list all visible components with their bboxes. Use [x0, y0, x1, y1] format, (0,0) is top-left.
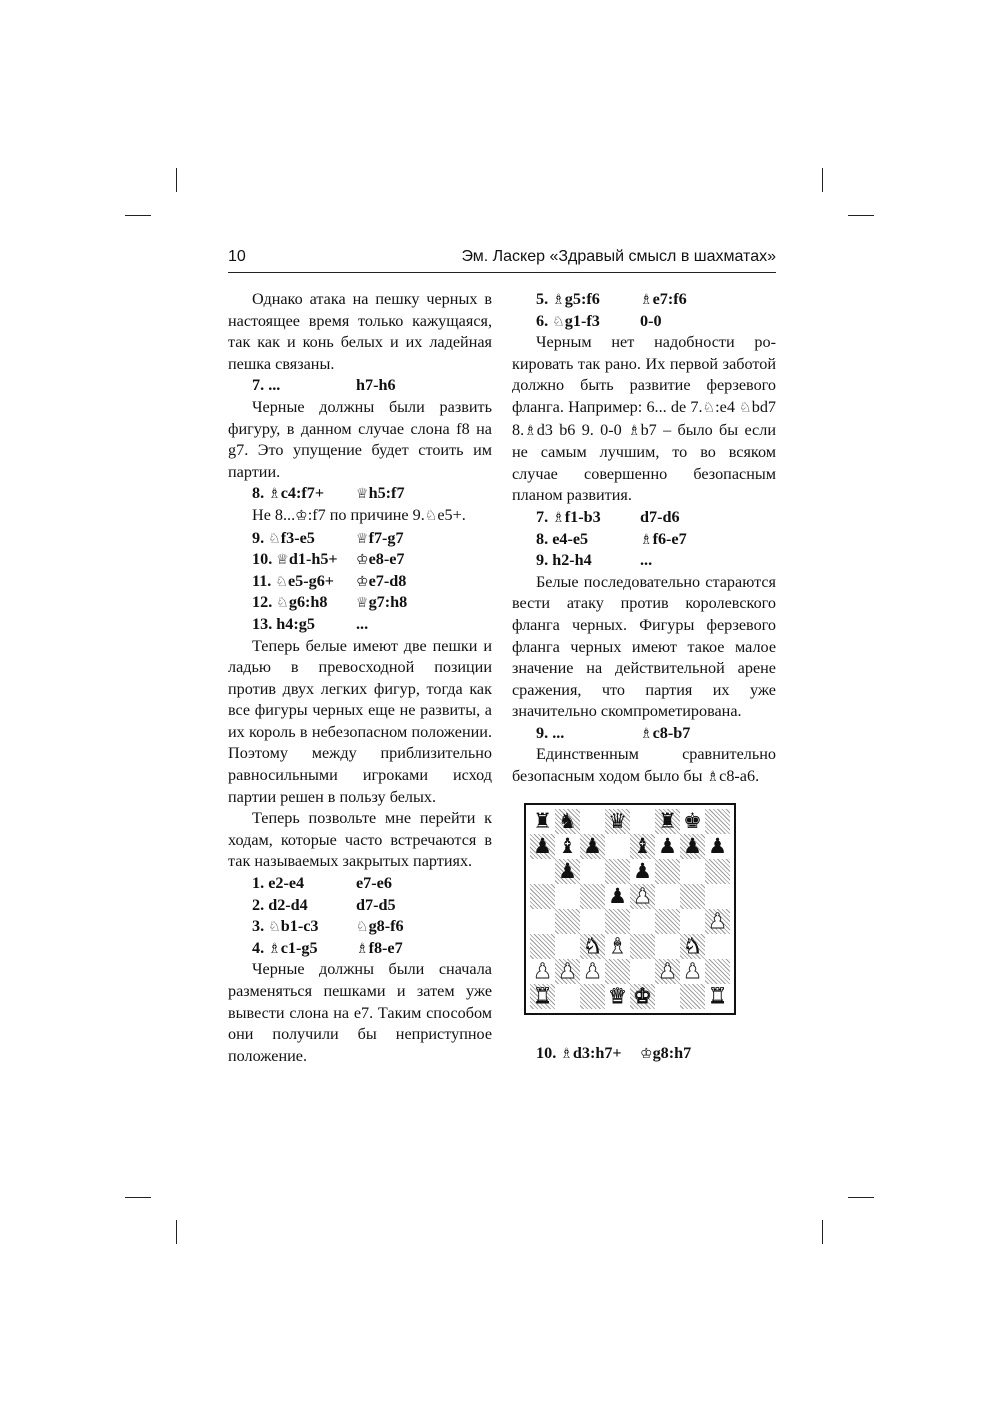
square-d7	[605, 834, 630, 859]
square-a5	[530, 884, 555, 909]
black-pawn-icon: ♟	[608, 883, 627, 908]
queen-icon: ♕	[276, 552, 289, 569]
crop-mark	[125, 215, 151, 216]
black-bishop-icon: ♝	[633, 833, 652, 858]
move-row: 8. e4-e5 ♗f6-e7	[536, 529, 687, 548]
black-knight-icon: ♞	[558, 808, 577, 833]
crop-mark	[125, 1197, 151, 1198]
paragraph: Теперь позвольте мне перейти к ходам, которые часто встречаются в так называемых закрытых партиях.	[228, 809, 492, 871]
paragraph: Теперь белые имеют две пешки и ладью в превосходной позиции против двух легких фигур, тогда как все фигуры черных еще не развиты, а их король в небезопасном положении. Поэтому между приблизительно равносильными игроками исход партии решен в пользу белых.	[228, 636, 492, 806]
bishop-icon: ♗	[706, 769, 720, 786]
crop-mark	[176, 1220, 177, 1244]
black-king-icon: ♚	[683, 808, 702, 833]
black-pawn-icon: ♟	[708, 833, 727, 858]
square-g2	[680, 959, 705, 984]
crop-mark	[822, 168, 823, 192]
square-c5	[580, 884, 605, 909]
square-b7	[555, 834, 580, 859]
right-column	[512, 289, 776, 1064]
crop-mark	[848, 1197, 874, 1198]
move-row: 10. ♕d1-h5+ ♔e8-e7	[252, 550, 405, 569]
bishop-icon: ♗	[560, 1045, 573, 1062]
square-h8	[705, 809, 730, 834]
move-row: 4. ♗c1-g5 ♗f8-e7	[252, 938, 403, 957]
paragraph: Однако атака на пешку черных в настоящее время только кажущаяся, так как и конь белых и их ладейная пешка связаны.	[228, 290, 492, 373]
knight-icon: ♘	[739, 399, 752, 416]
move-row	[228, 375, 492, 397]
square-a7	[530, 834, 555, 859]
crop-mark	[848, 215, 874, 216]
knight-icon: ♘	[275, 573, 288, 590]
knight-icon: ♘	[702, 399, 716, 416]
square-a8	[530, 809, 555, 834]
white-pawn-icon: ♟	[583, 958, 602, 983]
square-f7	[655, 834, 680, 859]
square-g6	[680, 859, 705, 884]
square-c6	[580, 859, 605, 884]
black-move: ♕h5:f7	[356, 484, 405, 503]
square-d6	[605, 859, 630, 884]
white-rook-icon: ♜	[533, 983, 552, 1008]
square-h6	[705, 859, 730, 884]
bishop-icon: ♗	[268, 486, 281, 503]
king-icon: ♔	[356, 552, 369, 569]
square-h7	[705, 834, 730, 859]
square-e4	[630, 909, 655, 934]
move-row: 7. ♗f1-b3 d7-d6	[536, 507, 680, 526]
white-pawn-icon: ♟	[533, 958, 552, 983]
page-number: 10	[228, 248, 246, 265]
square-b2	[555, 959, 580, 984]
square-g4	[680, 909, 705, 934]
square-f4	[655, 909, 680, 934]
black-pawn-icon: ♟	[558, 858, 577, 883]
move-row: 6. ♘g1-f3 0-0	[536, 311, 662, 330]
square-g3	[680, 934, 705, 959]
square-a1	[530, 984, 555, 1009]
square-a2	[530, 959, 555, 984]
white-rook-icon: ♜	[708, 983, 727, 1008]
bishop-icon: ♗	[268, 940, 281, 957]
board-grid	[530, 809, 730, 1009]
king-icon: ♔	[640, 1045, 653, 1062]
square-d8	[605, 809, 630, 834]
move-row: 9. ... ♗c8-b7	[536, 723, 691, 742]
page-header	[228, 248, 776, 272]
header-rule	[228, 272, 776, 273]
crop-mark	[176, 168, 177, 192]
square-e3	[630, 934, 655, 959]
move-row: 5. ♗g5:f6 ♗e7:f6	[536, 290, 687, 308]
black-pawn-icon: ♟	[658, 833, 677, 858]
move-row: 11. ♘e5-g6+ ♔e7-d8	[252, 571, 407, 590]
bishop-icon: ♗	[552, 292, 565, 308]
square-c8	[580, 809, 605, 834]
white-move: 7. ...	[252, 376, 281, 395]
move-row: 9. h2-h4 ...	[536, 551, 653, 570]
square-a3	[530, 934, 555, 959]
knight-icon: ♘	[268, 530, 281, 547]
king-icon: ♔	[295, 507, 308, 524]
queen-icon: ♕	[356, 530, 369, 547]
bishop-icon: ♗	[524, 422, 537, 439]
paragraph: Черным нет надобности рокировать так рано. Их первой заботой должно быть развитие ферзевого фланга. Например: 6... de 7.♘:e4 ♘bd7 8.♗d3 b6 9. 0-0 ♗b7 – было бы если не самым лучшим, то во всяком случае совершенно безопасным планом развития.	[512, 333, 776, 505]
knight-icon: ♘	[276, 595, 289, 612]
paragraph: Черные должны были развить фигуру, в данном случае слона f8 на g7. Это упущение будет стоить им партии.	[228, 397, 492, 481]
square-d4	[605, 909, 630, 934]
white-pawn-icon: ♟	[558, 958, 577, 983]
white-knight-icon: ♞	[583, 933, 602, 958]
square-g8	[680, 809, 705, 834]
left-column	[228, 289, 492, 1067]
bishop-icon: ♗	[552, 509, 565, 526]
square-h5	[705, 884, 730, 909]
bishop-icon: ♗	[640, 531, 653, 548]
square-e1	[630, 984, 655, 1009]
square-f2	[655, 959, 680, 984]
square-a4	[530, 909, 555, 934]
move-row: 13. h4:g5 ...	[252, 614, 369, 633]
square-e6	[630, 859, 655, 884]
black-queen-icon: ♛	[608, 808, 627, 833]
square-h1	[705, 984, 730, 1009]
square-c7	[580, 834, 605, 859]
square-c3	[580, 934, 605, 959]
square-e7	[630, 834, 655, 859]
square-c2	[580, 959, 605, 984]
black-bishop-icon: ♝	[558, 833, 577, 858]
king-icon: ♔	[356, 573, 369, 590]
crop-mark	[822, 1220, 823, 1244]
paragraph: Не 8...♔:f7 по причине 9.♘e5+.	[252, 505, 466, 524]
square-b8	[555, 809, 580, 834]
square-h4	[705, 909, 730, 934]
black-pawn-icon: ♟	[583, 833, 602, 858]
paragraph: Белые последовательно стараются вести атаку против королевского фланга черных. Фигуры ферзевого фланга черных имеют такое малое значение на действительной арене сражения, что партия их уже значительно скомпрометирована.	[512, 572, 776, 721]
knight-icon: ♘	[552, 313, 565, 330]
square-g5	[680, 884, 705, 909]
white-queen-icon: ♛	[608, 983, 627, 1008]
black-pawn-icon: ♟	[683, 833, 702, 858]
square-f8	[655, 809, 680, 834]
paragraph: Черные должны были сначала разменяться пешками и затем уже вывести слона на e7. Таким способом они получили бы неприступное положение.	[228, 960, 492, 1065]
move-row: 10. ♗d3:h7+ ♔g8:h7	[536, 1043, 692, 1062]
move-row: 3. ♘b1-c3 ♘g8-f6	[252, 917, 404, 936]
square-f5	[655, 884, 680, 909]
white-knight-icon: ♞	[683, 933, 702, 958]
move-row: 12. ♘g6:h8 ♕g7:h8	[252, 593, 408, 612]
white-move: 8. ♗c4:f7+	[252, 484, 325, 503]
black-rook-icon: ♜	[658, 808, 677, 833]
square-c1	[580, 984, 605, 1009]
white-king-icon: ♚	[633, 983, 652, 1008]
square-f6	[655, 859, 680, 884]
square-b5	[555, 884, 580, 909]
paragraph: Единственным сравнительно безопасным ходом было бы ♗c8-a6.	[512, 745, 776, 786]
knight-icon: ♘	[424, 507, 438, 524]
square-b1	[555, 984, 580, 1009]
square-c4	[580, 909, 605, 934]
white-pawn-icon: ♟	[633, 883, 652, 908]
white-pawn-icon: ♟	[708, 908, 727, 933]
knight-icon: ♘	[356, 919, 369, 936]
square-b3	[555, 934, 580, 959]
black-rook-icon: ♜	[533, 808, 552, 833]
queen-icon: ♕	[356, 486, 369, 503]
bishop-icon: ♗	[640, 292, 653, 308]
square-a6	[530, 859, 555, 884]
square-e2	[630, 959, 655, 984]
square-h2	[705, 959, 730, 984]
move-row: 1. e2-e4 e7-e6	[252, 874, 392, 893]
square-d1	[605, 984, 630, 1009]
square-f3	[655, 934, 680, 959]
move-row	[228, 483, 492, 505]
square-d2	[605, 959, 630, 984]
running-title: Эм. Ласкер «Здравый смысл в шахматах»	[461, 248, 776, 265]
bishop-icon: ♗	[628, 422, 641, 439]
square-d5	[605, 884, 630, 909]
square-e8	[630, 809, 655, 834]
square-b6	[555, 859, 580, 884]
square-b4	[555, 909, 580, 934]
bishop-icon: ♗	[356, 940, 369, 957]
white-pawn-icon: ♟	[683, 958, 702, 983]
square-g7	[680, 834, 705, 859]
chess-diagram	[524, 803, 736, 1015]
white-bishop-icon: ♝	[608, 933, 627, 958]
black-pawn-icon: ♟	[533, 833, 552, 858]
square-f1	[655, 984, 680, 1009]
black-pawn-icon: ♟	[633, 858, 652, 883]
white-pawn-icon: ♟	[658, 958, 677, 983]
square-e5	[630, 884, 655, 909]
square-g1	[680, 984, 705, 1009]
black-move: h7-h6	[356, 376, 396, 395]
move-row: 9. ♘f3-e5 ♕f7-g7	[252, 528, 404, 547]
square-h3	[705, 934, 730, 959]
queen-icon: ♕	[356, 595, 369, 612]
move-row: 2. d2-d4 d7-d5	[252, 895, 396, 914]
square-d3	[605, 934, 630, 959]
knight-icon: ♘	[268, 919, 281, 936]
bishop-icon: ♗	[640, 725, 653, 742]
